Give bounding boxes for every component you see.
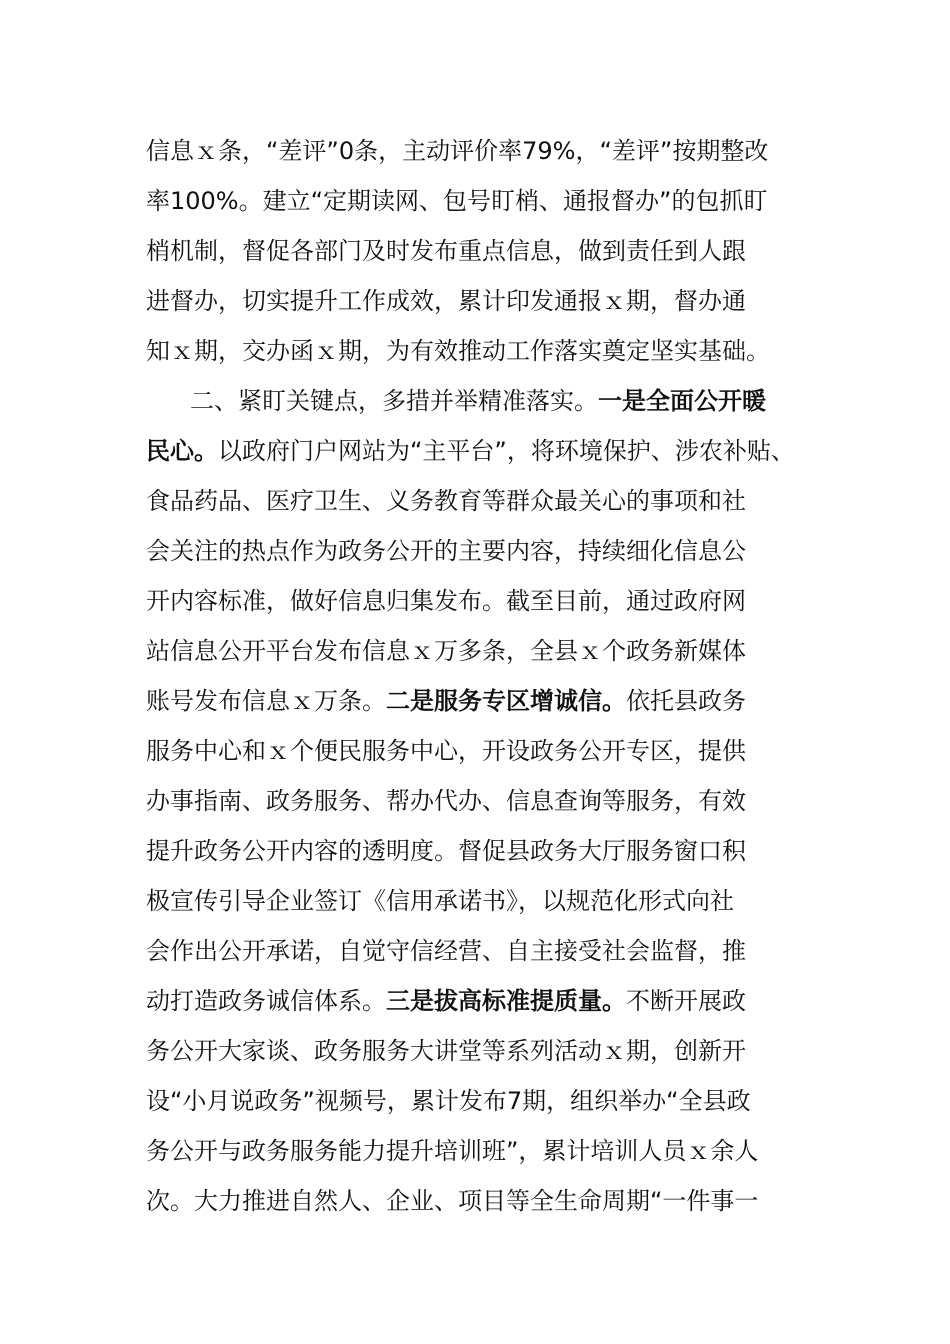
bold-heading-text: 一是全面公开暖 <box>598 387 766 415</box>
text-line <box>146 626 806 676</box>
text-line <box>146 376 806 426</box>
body-text-segment: 梢机制，督促各部门及时发布重点信息，做到责任到人跟 <box>146 237 746 265</box>
text-line <box>146 1026 806 1076</box>
body-text-segment: 账号发布信息ｘ万条。 <box>146 687 386 715</box>
body-text-segment: 办事指南、政务服务、帮办代办、信息查询等服务，有效 <box>146 787 746 815</box>
body-text-segment: 不断开展政 <box>626 987 746 1015</box>
body-text-segment: 进督办，切实提升工作成效，累计印发通报ｘ期，督办通 <box>146 287 746 315</box>
body-text-segment: 提升政务公开内容的透明度。督促县政务大厅服务窗口积 <box>146 837 746 865</box>
text-line <box>146 876 806 926</box>
body-text-segment: 依托县政务 <box>626 687 746 715</box>
body-text <box>146 126 806 1226</box>
body-text-segment: 知ｘ期，交办函ｘ期，为有效推动工作落实奠定坚实基础。 <box>146 337 770 365</box>
body-text-segment: 务公开大家谈、政务服务大讲堂等系列活动ｘ期，创新开 <box>146 1037 746 1065</box>
body-text-segment: 站信息公开平台发布信息ｘ万多条，全县ｘ个政务新媒体 <box>146 637 746 665</box>
body-text-segment: 设“小月说政务”视频号，累计发布7期，组织举办“全县政 <box>146 1087 751 1115</box>
text-line <box>146 726 806 776</box>
body-text-segment: 会关注的热点作为政务公开的主要内容，持续细化信息公 <box>146 537 746 565</box>
body-text-segment: 二、紧盯关键点，多措并举精准落实。 <box>190 387 598 415</box>
text-line <box>146 176 806 226</box>
body-text-segment: 次。大力推进自然人、企业、项目等全生命周期“一件事一 <box>146 1187 759 1215</box>
text-line <box>146 226 806 276</box>
text-line <box>146 476 806 526</box>
text-line <box>146 1076 806 1126</box>
text-line <box>146 1176 806 1226</box>
bold-heading-text: 三是拔高标准提质量。 <box>386 987 626 1015</box>
body-text-segment: 以政府门户网站为“主平台”，将环境保护、涉农补贴、 <box>218 437 795 465</box>
bold-heading-text: 民心。 <box>146 437 218 465</box>
body-text-segment: 服务中心和ｘ个便民服务中心，开设政务公开专区，提供 <box>146 737 746 765</box>
text-line <box>146 826 806 876</box>
text-line <box>146 776 806 826</box>
text-line <box>146 526 806 576</box>
text-line <box>146 926 806 976</box>
body-text-segment: 食品药品、医疗卫生、义务教育等群众最关心的事项和社 <box>146 487 746 515</box>
body-text-segment: 动打造政务诚信体系。 <box>146 987 386 1015</box>
bold-heading-text: 二是服务专区增诚信。 <box>386 687 626 715</box>
body-text-segment: 信息ｘ条，“差评”0条，主动评价率79%，“差评”按期整改 <box>146 137 769 165</box>
text-line <box>146 976 806 1026</box>
body-text-segment: 率100%。建立“定期读网、包号盯梢、通报督办”的包抓盯 <box>146 187 768 215</box>
body-text-segment: 务公开与政务服务能力提升培训班”，累计培训人员ｘ余人 <box>146 1137 759 1165</box>
text-line <box>146 126 806 176</box>
text-line <box>146 276 806 326</box>
text-line <box>146 576 806 626</box>
body-text-segment: 会作出公开承诺，自觉守信经营、自主接受社会监督，推 <box>146 937 746 965</box>
text-line <box>146 426 806 476</box>
text-line <box>146 326 806 376</box>
text-line <box>146 1126 806 1176</box>
text-line <box>146 676 806 726</box>
body-text-segment: 极宣传引导企业签订《信用承诺书》，以规范化形式向社 <box>146 887 734 915</box>
body-text-segment: 开内容标准，做好信息归集发布。截至目前，通过政府网 <box>146 587 746 615</box>
